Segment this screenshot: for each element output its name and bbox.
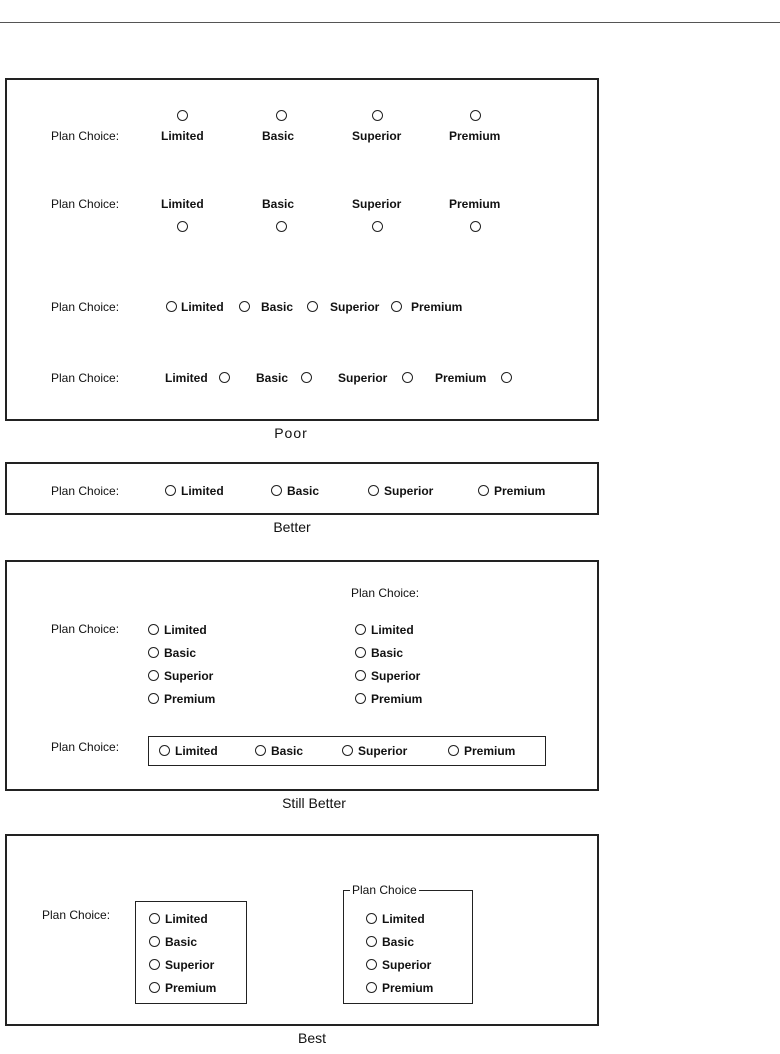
radio-basic[interactable] xyxy=(148,647,159,658)
option-superior[interactable] xyxy=(342,744,407,758)
option-label-premium: Premium xyxy=(411,300,463,314)
option-superior[interactable] xyxy=(355,669,420,683)
option-premium[interactable] xyxy=(366,981,433,995)
radio-limited[interactable] xyxy=(159,745,170,756)
option-label-superior: Superior xyxy=(338,371,388,385)
option-limited[interactable] xyxy=(149,912,208,926)
option-label-basic: Basic xyxy=(382,935,415,949)
option-limited[interactable] xyxy=(159,744,218,758)
plan-choice-box xyxy=(148,736,546,766)
option-label-premium: Premium xyxy=(494,484,546,498)
radio-basic[interactable] xyxy=(271,485,282,496)
plan-choice-label: Plan Choice: xyxy=(51,300,120,314)
radio-basic[interactable] xyxy=(276,221,287,232)
option-basic[interactable] xyxy=(366,935,414,949)
radio-limited[interactable] xyxy=(355,624,366,635)
radio-premium[interactable] xyxy=(478,485,489,496)
option-basic[interactable] xyxy=(355,646,403,660)
option-label-limited: Limited xyxy=(175,744,218,758)
caption-best: Best xyxy=(297,1030,326,1046)
option-label-limited: Limited xyxy=(371,623,414,637)
top-rule xyxy=(0,22,780,23)
option-label-superior: Superior xyxy=(165,958,215,972)
plan-choice-label: Plan Choice: xyxy=(351,586,420,600)
option-label-basic: Basic xyxy=(271,744,304,758)
radio-superior[interactable] xyxy=(366,959,377,970)
option-premium[interactable] xyxy=(448,744,515,758)
option-label-superior: Superior xyxy=(358,744,408,758)
plan-choice-label: Plan Choice: xyxy=(51,129,120,143)
option-label-basic: Basic xyxy=(261,300,294,314)
option-premium[interactable] xyxy=(355,692,422,706)
option-label-limited: Limited xyxy=(382,912,425,926)
groupbox-legend: Plan Choice xyxy=(352,883,417,897)
option-label-premium: Premium xyxy=(449,197,501,211)
option-label-basic: Basic xyxy=(262,197,295,211)
option-label-premium: Premium xyxy=(371,692,423,706)
radio-superior[interactable] xyxy=(368,485,379,496)
option-label-basic: Basic xyxy=(165,935,198,949)
option-label-limited: Limited xyxy=(165,371,208,385)
option-limited[interactable] xyxy=(366,912,425,926)
option-label-superior: Superior xyxy=(382,958,432,972)
radio-premium[interactable] xyxy=(470,221,481,232)
radio-superior[interactable] xyxy=(307,301,318,312)
option-label-basic: Basic xyxy=(371,646,404,660)
radio-basic[interactable] xyxy=(276,110,287,121)
option-basic[interactable] xyxy=(149,935,197,949)
radio-basic[interactable] xyxy=(355,647,366,658)
option-label-superior: Superior xyxy=(330,300,380,314)
radio-basic[interactable] xyxy=(239,301,250,312)
radio-basic[interactable] xyxy=(301,372,312,383)
option-label-superior: Superior xyxy=(371,669,421,683)
radio-superior[interactable] xyxy=(148,670,159,681)
option-label-limited: Limited xyxy=(181,484,224,498)
radio-premium[interactable] xyxy=(148,693,159,704)
best-example-panel xyxy=(5,834,599,1026)
radio-limited[interactable] xyxy=(177,221,188,232)
option-label-basic: Basic xyxy=(256,371,289,385)
radio-superior[interactable] xyxy=(149,959,160,970)
option-label-superior: Superior xyxy=(352,197,402,211)
radio-superior[interactable] xyxy=(402,372,413,383)
radio-limited[interactable] xyxy=(219,372,230,383)
option-basic[interactable] xyxy=(148,646,196,660)
radio-premium[interactable] xyxy=(149,982,160,993)
plan-choice-label: Plan Choice: xyxy=(51,197,120,211)
option-label-superior: Superior xyxy=(352,129,402,143)
radio-superior[interactable] xyxy=(372,110,383,121)
caption-better: Better xyxy=(273,519,311,535)
radio-superior[interactable] xyxy=(342,745,353,756)
option-label-basic: Basic xyxy=(164,646,197,660)
radio-superior[interactable] xyxy=(372,221,383,232)
caption-still-better: Still Better xyxy=(282,795,346,811)
radio-premium[interactable] xyxy=(366,982,377,993)
plan-choice-label: Plan Choice: xyxy=(51,622,120,636)
radio-basic[interactable] xyxy=(149,936,160,947)
radio-limited[interactable] xyxy=(177,110,188,121)
option-limited[interactable] xyxy=(165,484,224,498)
radio-limited[interactable] xyxy=(148,624,159,635)
option-label-premium: Premium xyxy=(164,692,216,706)
plan-choice-label: Plan Choice: xyxy=(51,740,120,754)
option-label-limited: Limited xyxy=(165,912,208,926)
option-premium[interactable] xyxy=(148,692,215,706)
radio-basic[interactable] xyxy=(255,745,266,756)
option-label-premium: Premium xyxy=(382,981,434,995)
option-label-superior: Superior xyxy=(164,669,214,683)
option-premium[interactable] xyxy=(478,484,545,498)
option-superior[interactable] xyxy=(148,669,213,683)
better-example-panel xyxy=(5,462,599,515)
option-label-premium: Premium xyxy=(165,981,217,995)
radio-limited[interactable] xyxy=(165,485,176,496)
option-limited[interactable] xyxy=(148,623,207,637)
radio-premium[interactable] xyxy=(355,693,366,704)
radio-premium[interactable] xyxy=(501,372,512,383)
option-premium[interactable] xyxy=(149,981,216,995)
option-superior[interactable] xyxy=(149,958,214,972)
option-label-limited: Limited xyxy=(164,623,207,637)
option-superior[interactable] xyxy=(368,484,433,498)
radio-basic[interactable] xyxy=(366,936,377,947)
option-label-premium: Premium xyxy=(464,744,516,758)
option-superior[interactable] xyxy=(366,958,431,972)
plan-choice-box xyxy=(135,901,247,1004)
poor-example-panel xyxy=(5,78,599,421)
plan-choice-label: Plan Choice: xyxy=(42,908,111,922)
option-label-basic: Basic xyxy=(262,129,295,143)
radio-superior[interactable] xyxy=(355,670,366,681)
caption-poor: Poor xyxy=(274,425,308,441)
option-basic[interactable] xyxy=(271,484,319,498)
plan-choice-groupbox xyxy=(343,883,473,1004)
option-label-limited: Limited xyxy=(161,197,204,211)
radio-premium[interactable] xyxy=(448,745,459,756)
option-limited[interactable] xyxy=(355,623,414,637)
option-label-limited: Limited xyxy=(181,300,224,314)
plan-choice-label: Plan Choice: xyxy=(51,371,120,385)
option-basic[interactable] xyxy=(255,744,303,758)
plan-choice-label: Plan Choice: xyxy=(51,484,120,498)
option-label-premium: Premium xyxy=(449,129,501,143)
radio-limited[interactable] xyxy=(366,913,377,924)
option-label-premium: Premium xyxy=(435,371,487,385)
radio-limited[interactable] xyxy=(149,913,160,924)
radio-limited[interactable] xyxy=(166,301,177,312)
still-better-example-panel xyxy=(5,560,599,791)
option-label-superior: Superior xyxy=(384,484,434,498)
option-label-limited: Limited xyxy=(161,129,204,143)
radio-premium[interactable] xyxy=(470,110,481,121)
option-label-basic: Basic xyxy=(287,484,320,498)
radio-premium[interactable] xyxy=(391,301,402,312)
